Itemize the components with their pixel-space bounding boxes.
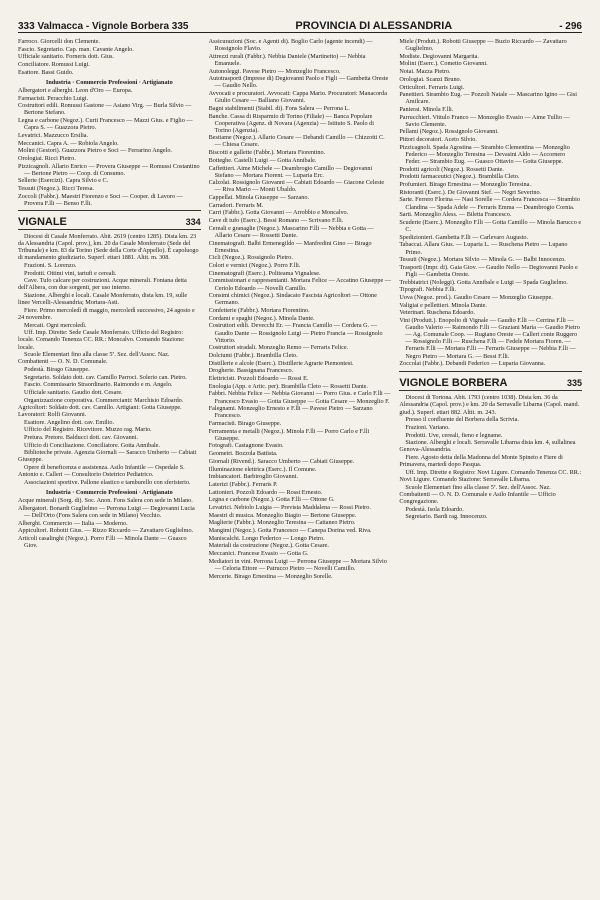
directory-entry: Costruttori edili. Romussi Gastone — Asiano Virg. — Burla Silvio — Bertone Stefano. (18, 102, 192, 117)
town-description: Esattore. Angelino dott. cav. Emilio. (24, 418, 114, 426)
directory-entry: Miele (Produtt.). Robotti Giuseppe — Buzio Riccardo — Zavattaro Guglielmo. (399, 38, 567, 53)
directory-entry: Parrucchieri. Vittulo Franco — Monzeglio Evasio — Aime Tullio — Savio Clemente. (399, 113, 570, 128)
town-name: VIGNALE (18, 215, 67, 228)
town-description: Podestà. Birago Giuseppe. (24, 366, 90, 373)
town-description: Fascio. Commissario Straordinario. Raimondo e m. Angelo. (24, 381, 173, 389)
town-description: Presso il confluente del Borbera della Scrivia. (405, 416, 519, 424)
directory-entry: Molini (Gestori). Guazzora Pietro e Soci — Ferrarino Angelo. (18, 147, 172, 155)
directory-entry: Maniscalchi. Longo Federico — Longo Pietro. (208, 534, 325, 542)
directory-entry: Tessuti (Negoz.). Ricci Teresa. (18, 185, 94, 193)
directory-entry: Sarte. Ferrero Florina — Nasi Sorelle — Cordera Francesca — Strambio Clandina — Spada Adele — Ferraris Emma — Deambrogio Cornia. (399, 196, 580, 211)
directory-entry: Pittori decoratori. Aceto Silvio. (399, 136, 477, 144)
running-header (18, 12, 582, 33)
town-description: Segretario. Soldato dott. cav. Camillo Parroci. Solerio can. Pietro. (24, 373, 187, 381)
directory-entry: Tessuti (Negoz.). Mortara Silvio — Minola G. — Balbi Innocenzo. (399, 256, 566, 264)
directory-entry: Falegnami. Monzeglio Ernesto e F.lli — Pavese Pietro — Sarzano Francesco. (208, 405, 373, 420)
town-description: Uff. Imp. Dirette: Sede Casale Monferrato. Ufficio del Registro: locale. Comando Tenenza CC. RR.: Moncalvo. Comando Stazione: locale. (18, 329, 185, 351)
directory-entry: Mercerie. Birago Ernestina — Monzeglio Sorelle. (208, 572, 333, 580)
header-left: 333 Valmacca - Vignole Borbera 335 (18, 21, 189, 32)
directory-entry: Meccanici. Capra A. — Robiola Angelo. (18, 139, 119, 147)
directory-entry: Meccanici. Francese Evasio — Gotta G. (208, 550, 309, 558)
directory-entry: Legna e carbone (Negoz.). Gotta F.lli — Ottone G. (208, 496, 335, 504)
town-description: Ufficio di Conciliazione. Conciliatore. Gotta Annibale. (24, 441, 160, 449)
directory-entry: Consimi chimici (Negoz.). Sindacato Fascista Agricoltori — Ottone Germano. (208, 292, 377, 307)
directory-entry: Orologiai. Ricci Pietro. (18, 154, 76, 162)
column-3 (399, 38, 582, 890)
header-province: PROVINCIA DI ALESSANDRIA (295, 20, 453, 32)
divider (18, 210, 201, 211)
directory-entry: Fotografi. Castagnone Evasio. (208, 442, 284, 450)
town-description: Ufficiale sanitario. Gaudio dott. Cesare. (24, 389, 123, 397)
directory-entry: Bestiame (Negoz.). Allario Cesare — Debandi Camillo — Chizzotti C. — Chiesa Cesare. (208, 134, 385, 149)
page-number: - 296 (559, 21, 582, 32)
directory-entry: Confetterie (Fabbr.). Mortara Fiorentino. (208, 307, 310, 315)
directory-entry: Orologiai. Scanzi Bruno. (399, 75, 462, 83)
directory-entry: Alberghi. Commercio — Italia — Moderno. (18, 519, 128, 527)
directory-entry: Dolciumi (Fabbr.). Brambilla Cleto. (208, 351, 298, 359)
directory-entry: Pizzicagnoli. Spada Agostina — Strambio Clementina — Monzeglio Federico — Monzeglio Teresina — Devasini Aldo — Accornero Feder. — Strambio Eug. — Guasco Ottavio — Gotta Giuseppe. (399, 143, 570, 166)
town-heading-vignale (18, 215, 201, 230)
directory-entry: Cave di tufo (Eserc.). Bessi Romano — Scrivano F.lli. (208, 217, 344, 225)
town-number: 334 (185, 216, 201, 227)
directory-entry: Cordami e spaghi (Negoz.). Minola Dante. (208, 314, 315, 322)
town-description: Organizzazione corporativa. Commercianti: Marchisio Edoardo. Agricoltori: Soldato dott. cav. Camillo. Artigiani: Gotta Giuseppe. Lavoratori: Rolfi Giovanni. (18, 396, 184, 418)
directory-entry: Legna e carbone (Negoz.). Curti Francesco — Mazzi Gius. e Figlio — Capra S. — Guazzora Pietro. (18, 117, 193, 132)
directory-entry: Farroco. Giorcelli don Clemente. (18, 38, 100, 45)
directory-entry: Profumieri. Birago Ernestina — Monzeglio Teresina. (399, 181, 531, 189)
column-1 (18, 38, 201, 890)
directory-entry: Zoccolai (Fabbr.). Debandi Federico — Luparia Giovanna. (399, 360, 546, 368)
directory-entry: Spedizionieri. Gambetta F.lli — Carlevaro Augusto. (399, 233, 529, 241)
directory-entry: Pellami (Negoz.). Rossignolo Giovanni. (399, 128, 499, 136)
directory-entry: Pizzicagnoli. Allario Enrico — Provera Giuseppe — Romussi Costantino — Bertone Pietro — Coop. di Consumo. (18, 162, 200, 177)
directory-entry: Attrezzi rurali (Fabbr.). Nebbia Daniele (Martinetto) — Nebbia Emanuele. (208, 52, 366, 67)
town-heading-vignole-borbera (399, 376, 582, 391)
directory-entry: Cinematografi (Eserc.). Politeama Vignalese. (208, 269, 321, 277)
town-description: Prodotti. Uve, cereali, fieno e legname. (405, 431, 503, 439)
section-heading: Industria · Commercio Professioni · Artigianato (45, 78, 173, 86)
directory-entry: Articoli casalinghi (Negoz.). Porro F.lli — Minola Dante — Guasco Giov. (18, 534, 187, 550)
town-description: Scuole Elementari fino alla classe 5ª. Sez. dell'Assoc. Naz. Combattenti — O. N. D. Comunale e Asilo Infantile — Ufficio Congregazione. (399, 483, 556, 505)
directory-entry: Esattore. Bassi Guido. (18, 68, 74, 76)
directory-entry: Ufficiale sanitario. Forneris dott. Gius. (18, 53, 114, 61)
directory-entry: Tipografi. Nebbia F.lli. (399, 286, 457, 294)
directory-entry: Commissionari e rappresentanti. Mortara Felice — Accatino Giuseppe — Ceriolo Edoardo — Novelli Camillo. (208, 277, 391, 292)
directory-entry: Botteghe. Castelli Luigi — Gotta Annibale. (208, 156, 317, 164)
column-2 (209, 38, 392, 890)
directory-entry: Valigiai e pellettieri. Minola Dante. (399, 301, 487, 309)
directory-entry: Costruttori stradali. Monzeglio Remo — Ferraris Felice. (208, 344, 349, 352)
directory-entry: Mangimi (Negoz.). Gotta Francesco — Canepa Dorina ved. Riva. (208, 527, 372, 534)
directory-entry: Assicurazioni (Soc. e Agenti di). Boglio Carlo (agente incendi) — Rossignolo Flavio. (208, 38, 373, 53)
directory-entry: Geometri. Bozzola Battista. (208, 450, 278, 458)
directory-entry: Levatrici. Nebiolo Luigia — Prevista Maddalena — Rossi Pietro. (208, 503, 371, 511)
directory-entry: Cappellai. Minola Giuseppe — Sarzano. (208, 194, 310, 202)
directory-entry: Cicli (Negoz.). Rossignolo Pietro. (208, 254, 293, 262)
directory-entry: Autonoleggi. Pavese Pietro — Monzeglio Francesco. (208, 67, 341, 75)
town-description: Cave. Tufo calcare per costruzioni. Acque minerali. Fontana detta dell'Albera, con due sorgenti, per uso interno. (18, 277, 187, 292)
town-name: VIGNOLE BORBERA (399, 377, 508, 390)
directory-entry: Avvocati e procuratori. Avvocati: Cappa Mario. Procuratori: Manacorda Giulio Cesare — Balliano Giovanni. (208, 90, 387, 105)
directory-entry: Fascio. Segretario. Cap. man. Cavante Angelo. (18, 45, 134, 53)
directory-entry: Maglierie (Fabbr.). Monzeglio Teresina — Cattaneo Pietro. (208, 519, 356, 527)
directory-entry: Maestri di musica. Monzeglio Biagio — Bertone Giuseppe. (208, 511, 357, 519)
directory-entry: Colori e vernici (Negoz.). Porro F.lli. (208, 262, 301, 270)
directory-entry: Molini (Eserc.). Cometto Giovanni. (399, 60, 488, 68)
directory-entry: Sellerie (Esercizi). Capra Silvio e C. (18, 177, 109, 185)
directory-entry: Elettricisti. Pozzoli Edoardo — Rossi E. (208, 375, 309, 383)
directory-entry: Scuderie (Eserc.). Monzeglio F.lli — Gotta Camillo — Minola Barucco e C. (399, 218, 582, 234)
directory-entry: Caffettieri. Aime Michele — Deambrogio Camillo — Degiovanni Stefano — Mortara Fiorent. — Luparia Erc. (208, 164, 373, 179)
directory-entry: Zoccoli (Fabbr.). Maestri Fiorenzo e Soci — Cooper. di Lavoro — Provera F.lli — Benso F.lli. (18, 192, 183, 207)
directory-entry: Acque minerali (Sorg. di). Soc. Anon. Fons Salera con sede in Milano. (18, 497, 193, 505)
town-description: Diocesi di Tortona. Abit. 1793 (centro 1038). Dista km. 36 da Alessandria (Capol. prov.) e km. 20 da Serravalle Libarna (Capol. mand. giud.). Superf. ettari 882. Altit. m. 243. (399, 394, 580, 416)
directory-entry: Trebbiatrici (Noleggi). Gotta Annibale e Luigi — Spada Guglielmo. (399, 278, 568, 286)
directory-entry: Farmacisti. Birago Giuseppe. (208, 419, 282, 427)
directory-entry: Orticultori. Ferraris Luigi. (399, 83, 465, 91)
directory-entry: Cinematografi. Balbi Ermenegildo — Manfredini Gino — Birago Ernestina. (208, 239, 372, 254)
directory-entry: Vini (Produtt.). Enopolio di Vignale — Gaudio F.lli — Cerrina F.lli — Gaudio Valerio — Raimondo F.lli — Graziani Maria — Gaudio Pietro — Ag. Comunale Coop. — Rugiano Oreste — Calleri conte Ruggero — Rossignolo F.lli — Ruschena F.lli — Fedele Mortara Fioren. — Ferraris F.lli — Mortara F.lli — Ferraris Giuseppe — Nebbia F.lli — Negro Pietro — Mortara G. — Bessi F.lli. (399, 317, 580, 360)
directory-entry: Giornali (Rivend.). Saracco Umberto — Cabiati Giuseppe. (208, 457, 355, 465)
directory-entry: Materiali da costruzione (Negoz.). Gotta Cesare. (208, 542, 329, 550)
town-description: Stazione. Alberghi e locali. Casale Monferrato, dista km. 19, sulle linee Vercelli-Alessandria; Mortara-Asti. (18, 292, 188, 307)
directory-entry: Ferramenta e metalli (Negoz.). Minola F.lli — Porro Carlo e F.lli Giuseppe. (208, 427, 370, 442)
directory-entry: Carri (Fabbr.). Gotta Giovanni — Arrobbio e Moncalvo. (208, 209, 349, 217)
directory-entry: Bagni stabilimenti (Stabil. di). Fons Salera — Perrona L. (208, 104, 350, 112)
town-number: 335 (566, 378, 582, 389)
directory-entry: Autotrasporti (Imprese di) Degiovanni Paolo e Figli — Gambetta Oreste — Gaudio Nello. (208, 75, 389, 90)
directory-entry: Fabbri. Nebbia Felice — Nebbia Giovanni — Porro Gius. e Carlo F.lli — Francesco Evasio — Gotta Giuseppe — Gotta Cesare — Monzeglio F. (208, 390, 391, 405)
directory-entry: Notai. Mazza Pietro. (399, 68, 451, 76)
divider (399, 371, 582, 372)
directory-entry: Prodotti agricoli (Negoz.). Rossetti Dante. (399, 165, 504, 173)
directory-columns (18, 38, 582, 890)
directory-entry: Prodotti farmaceutici (Negoz.). Brambilla Cleto. (399, 173, 520, 181)
directory-entry: Panierai. Minola F.lli. (399, 106, 454, 113)
directory-entry: Costruttori edili. Devecchi Er. — Francia Camillo — Cordera G. — Gaudio Dante — Rossignolo Luigi — Pietro Francia — Rossignolo Vittorio. (208, 322, 383, 344)
directory-entry: Distillerie e alcole (Eserc.). Distillerie Agrarie Piemontesi. (208, 359, 354, 367)
town-description: Fiere. Agosto detta della Madonna del Monte Spineto e Fiere di Primavera, martedì dopo Pasqua. (399, 454, 563, 469)
town-description: Fiere. Primo mercoledì di maggio, mercoledì successivo, 24 agosto e 24 novembre. (18, 306, 195, 321)
directory-entry: Albergatori. Bonardi Guglielmo — Perrona Luigi — Degiovanni Lucia — Dell'Orto (Fons Salera con sede in Milano) Vecchio. (18, 504, 195, 519)
directory-entry: Farmacisti. Peracchio Luigi. (18, 94, 89, 102)
directory-entry: Imbiancatori. Barbiroglio Giovanni. (208, 473, 299, 481)
directory-entry: Biscotti e gallette (Fabbr.). Mortara Fiorentino. (208, 149, 326, 157)
town-description: Segretario. Bardi rag. Innocenzo. (405, 513, 488, 521)
directory-entry: Illuminazione elettrica (Eserc.). Il Comune. (208, 465, 317, 473)
directory-entry: Uova (Negoz. prod.). Gaudio Cesare — Monzeglio Giuseppe. (399, 294, 553, 302)
directory-entry: Conciliatore. Romussi Luigi. (18, 61, 90, 69)
directory-entry: Banche. Cassa di Risparmio di Torino (Filiale) — Banca Popolare Cooperativa (Agenz. di Novara (Agenzia) — Istituto S. Paolo di Torino (Agenzia). (208, 112, 374, 134)
town-description: Associazioni sportive. Pallone elastico e tamburello con sferisterio. (24, 478, 191, 486)
directory-entry: Cereali e granaglie (Negoz.). Mascarino F.lli — Nebbia e Gotta — Allario Cesare — Rossetti Dante. (208, 224, 374, 239)
directory-entry: Veterinari. Ruschena Edoardo. (399, 309, 475, 317)
town-description: Pretura. Pretore. Balducci dott. cav. Giovanni. (24, 434, 139, 441)
town-description: Frazioni. S. Lorenzo. (24, 261, 77, 269)
directory-entry: Trasporti (Impr. di). Gaia Giov. — Gaudio Nello — Degiovanni Paolo e Figli — Gambetta Oreste. (399, 263, 578, 278)
directory-entry: Panettieri. Strambio Eug. — Pozzoli Natale — Mascarino Igino — Gisi Amilcare. (399, 91, 578, 106)
directory-entry: Sarti. Monzeglio Aless. — Biletta Francesco. (399, 211, 512, 219)
town-description: Scuole Elementari fino alla classe 5ª. Sez. dell'Assoc. Naz. Combattenti — O. N. D. Comunale. (18, 351, 170, 366)
section-heading: Industria · Commercio Professioni · Artigianato (45, 489, 173, 497)
town-description: Diocesi di Casale Monferrato. Abit. 2619 (centro 1285). Dista km. 23 da Alessandria (Capol. prov.), km. 20 da Casale Monferrato (Sede del Tribunale) e km. 83 da Torino (Sede della Corte d'Appello). È capoluogo di mandamento giudiziario. Superf. ettari 1881. Altit. m. 308. (18, 232, 199, 262)
town-description: Mercati. Ogni mercoledì. (24, 321, 87, 329)
directory-entry: Drogherie. Bassignana Francesco. (208, 367, 294, 375)
town-description: Biblioteche private. Agenzia Giornali — Saracco Umberto — Cabiati Giuseppe. (18, 449, 197, 464)
directory-entry: Carradori. Ferraris M. (208, 201, 264, 209)
town-description: Frazioni. Variano. (405, 423, 450, 431)
town-description: Opere di beneficenza e assistenza. Asilo Infantile — Ospedale S. Antonio e. Calleri — Consultorio Ostetrico Pediatrico. (18, 464, 185, 479)
directory-entry: Enologia (App. e Artic. per). Brambilla Cleto — Rossetti Dante. (208, 382, 368, 390)
town-description: Stazione. Alberghi e locali. Serravalle Libarna dista km. 4, sullalinea Genova-Alessandria. (399, 439, 576, 454)
directory-entry: Levatrici. Mazzucco Ersilia. (18, 131, 89, 139)
directory-entry: Lattonieri. Pozzoli Edoardo — Rossi Ernesto. (208, 488, 323, 496)
directory-entry: Laterizi (Fabbr.). Ferraris P. (208, 480, 278, 488)
directory-entry: Ristoranti (Eserc.). De Giovanni Stef. — Negri Severino. (399, 188, 542, 196)
directory-entry: Modiste. Degiovanni Margarita. (399, 52, 479, 60)
directory-entry: Appicultori. Robotti Gius. — Rizzo Riccardo — Zavattaro Guglielmo. (18, 527, 194, 535)
directory-entry: Albergatori e alberghi. Leon d'Oro — Europa. (18, 86, 133, 94)
directory-entry: Tabaccai. Allara Gius. — Luparia L. — Ruschena Pietro — Lupano Primo. (399, 241, 568, 256)
town-description: Podestà. Isola Edoardo. (405, 505, 464, 513)
town-description: Uff. Imp. Dirette e Registro: Novi Ligure. Comando Tenenza CC. RR.: Novi Ligure. Comando Stazione: Serravalle Libarna. (399, 468, 582, 483)
town-description: Prodotti. Ottimi vini, tartufi e cereali. (24, 269, 117, 277)
town-description: Ufficio del Registro. Ricevitore. Muzzo rag. Mario. (24, 426, 152, 434)
directory-entry: Calzolai. Rossignolo Giovanni — Cabiati Edoardo — Giacone Celeste — Riva Mario — Monti Ubaldo. (208, 179, 385, 194)
directory-entry: Mediatori in vini. Perrona Luigi — Perrona Giuseppe — Mortara Silvio — Celoria Ettore — Patrucco Pietro — Novelli Camillo. (208, 557, 387, 572)
